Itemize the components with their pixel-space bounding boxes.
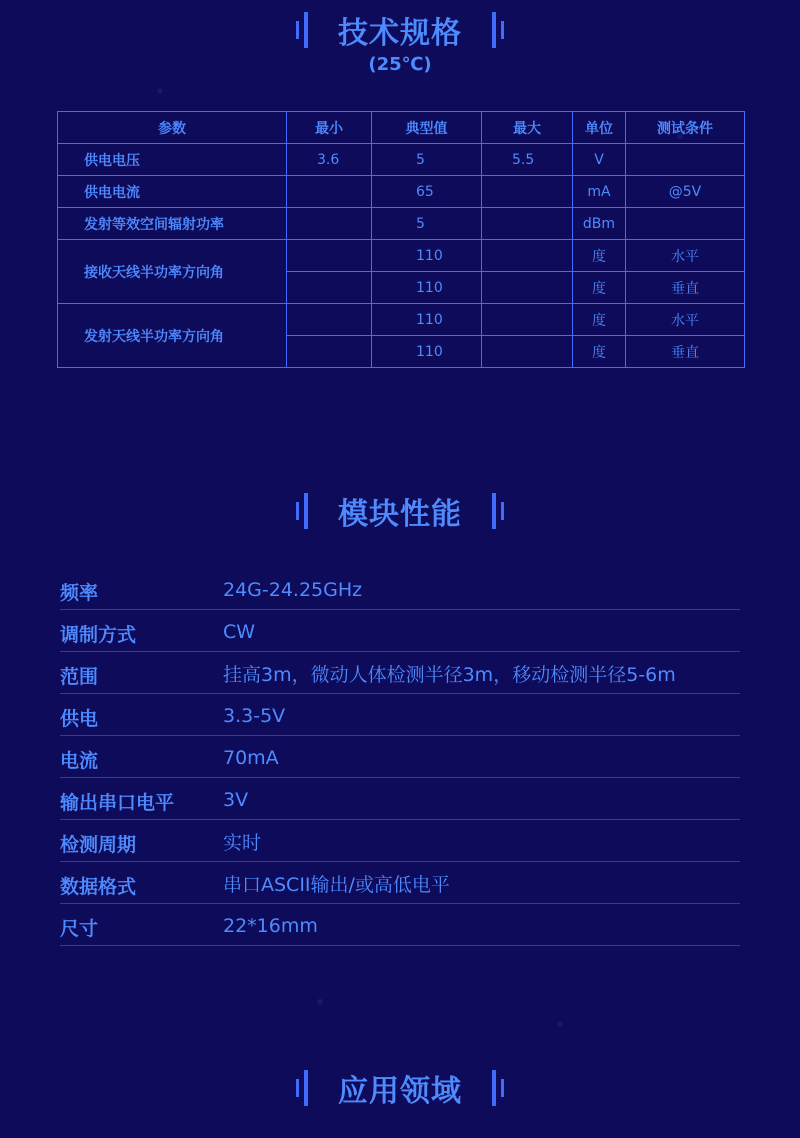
cell-max — [482, 272, 573, 304]
cell-min — [287, 240, 372, 272]
cell-min: 3.6 — [287, 144, 372, 176]
item-label: 调制方式 — [60, 624, 137, 646]
cell-unit: mA — [573, 176, 626, 208]
cell-cond: 垂直 — [626, 336, 745, 368]
title-decoration-right — [492, 1070, 504, 1106]
item-value: 串口ASCII输出/或高低电平 — [223, 874, 450, 896]
cell-max — [482, 336, 573, 368]
cell-cond: 垂直 — [626, 272, 745, 304]
item-label: 范围 — [60, 666, 99, 688]
title-decoration-left — [296, 1070, 308, 1106]
item-label: 尺寸 — [60, 918, 99, 940]
cell-min — [287, 272, 372, 304]
title-decoration-left — [296, 12, 308, 48]
table-row — [58, 144, 745, 176]
table-row — [58, 208, 745, 240]
cell-unit: 度 — [573, 272, 626, 304]
list-item — [60, 652, 740, 694]
cell-cond: 水平 — [626, 304, 745, 336]
cell-min — [287, 176, 372, 208]
cell-cond — [626, 144, 745, 176]
list-item — [60, 736, 740, 778]
item-value: 24G-24.25GHz — [223, 578, 363, 601]
item-value: 挂高3m，微动人体检测半径3m，移动检测半径5-6m — [223, 664, 676, 686]
spec-title: 技术规格 — [338, 16, 462, 51]
spec-section-header — [0, 8, 800, 52]
cell-unit: 度 — [573, 336, 626, 368]
item-value: CW — [223, 620, 256, 643]
list-item — [60, 778, 740, 820]
application-section-header — [0, 1066, 800, 1110]
cell-typ: 5 — [372, 144, 482, 176]
cell-unit: 度 — [573, 240, 626, 272]
cell-typ: 110 — [372, 240, 482, 272]
cell-typ: 65 — [372, 176, 482, 208]
spec-table — [57, 111, 745, 368]
item-label: 电流 — [60, 750, 99, 772]
cell-min — [287, 304, 372, 336]
cell-param: 发射天线半功率方向角 — [58, 304, 287, 368]
item-label: 频率 — [60, 582, 99, 604]
cell-max — [482, 240, 573, 272]
cell-min — [287, 336, 372, 368]
spec-header-row — [58, 112, 745, 144]
item-label: 供电 — [60, 708, 99, 730]
title-decoration-left — [296, 493, 308, 529]
list-item — [60, 610, 740, 652]
list-item — [60, 568, 740, 610]
cell-unit: dBm — [573, 208, 626, 240]
cell-max — [482, 304, 573, 336]
header-min: 最小 — [287, 112, 372, 144]
cell-max — [482, 208, 573, 240]
application-title: 应用领域 — [338, 1074, 462, 1109]
item-label: 数据格式 — [60, 876, 137, 898]
cell-typ: 110 — [372, 304, 482, 336]
cell-typ: 110 — [372, 272, 482, 304]
cell-param: 供电电压 — [58, 144, 287, 176]
table-row — [58, 240, 745, 272]
cell-cond — [626, 208, 745, 240]
cell-cond: @5V — [626, 176, 745, 208]
list-item — [60, 862, 740, 904]
performance-section-header — [0, 489, 800, 533]
list-item — [60, 694, 740, 736]
item-value: 3V — [223, 788, 249, 811]
title-decoration-right — [492, 493, 504, 529]
table-row — [58, 176, 745, 208]
list-item — [60, 820, 740, 862]
list-item — [60, 904, 740, 946]
spec-subtitle: (25℃) — [368, 54, 432, 75]
cell-param: 供电电流 — [58, 176, 287, 208]
header-max: 最大 — [482, 112, 573, 144]
performance-list — [60, 568, 740, 946]
item-value: 实时 — [223, 832, 262, 854]
item-value: 22*16mm — [223, 914, 318, 937]
cell-max: 5.5 — [482, 144, 573, 176]
cell-typ: 110 — [372, 336, 482, 368]
header-unit: 单位 — [573, 112, 626, 144]
cell-param: 接收天线半功率方向角 — [58, 240, 287, 304]
cell-unit: 度 — [573, 304, 626, 336]
header-param: 参数 — [58, 112, 287, 144]
header-cond: 测试条件 — [626, 112, 745, 144]
table-row — [58, 304, 745, 336]
cell-typ: 5 — [372, 208, 482, 240]
performance-title: 模块性能 — [338, 497, 462, 532]
cell-cond: 水平 — [626, 240, 745, 272]
cell-unit: V — [573, 144, 626, 176]
item-value: 70mA — [223, 746, 279, 769]
item-value: 3.3-5V — [223, 704, 286, 727]
cell-max — [482, 176, 573, 208]
item-label: 检测周期 — [60, 834, 137, 856]
item-label: 输出串口电平 — [60, 792, 175, 814]
header-typ: 典型值 — [372, 112, 482, 144]
title-decoration-right — [492, 12, 504, 48]
cell-min — [287, 208, 372, 240]
cell-param: 发射等效空间辐射功率 — [58, 208, 287, 240]
